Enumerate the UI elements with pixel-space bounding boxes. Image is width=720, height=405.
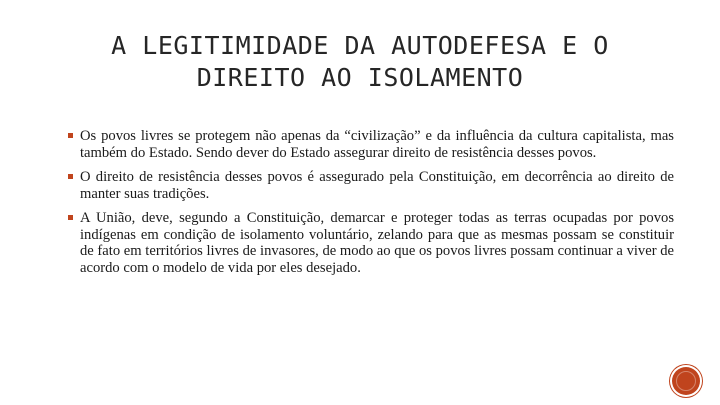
bullet-text: A União, deve, segundo a Constituição, demarcar e proteger todas as terras ocupadas por povos indígenas em condição de isolamento voluntário, zelando para que as mesmas possam se constituir de fato em territórios livres de invasores, de modo ao que os povos livres possam continuar a viver de acordo com o modelo de vida por eles desejado. (80, 210, 674, 276)
bullet-text: O direito de resistência desses povos é assegurado pela Constituição, em decorrência ao direito de manter suas tradições. (80, 169, 674, 202)
slide-title: A LEGITIMIDADE DA AUTODEFESA E O DIREITO AO ISOLAMENTO (111, 31, 609, 92)
square-bullet-icon (68, 133, 73, 138)
list-item (68, 169, 674, 202)
badge-ring (676, 371, 696, 391)
bullet-text: Os povos livres se protegem não apenas da “civilização” e da influência da cultura capitalista, mas também do Estado. Sendo dever do Estado assegurar direito de resistência desses povos. (80, 128, 674, 161)
square-bullet-icon (68, 174, 73, 179)
list-item (68, 210, 674, 276)
list-item (68, 128, 674, 161)
bullet-list (68, 128, 674, 284)
square-bullet-icon (68, 215, 73, 220)
circle-page-badge-icon (672, 367, 700, 395)
